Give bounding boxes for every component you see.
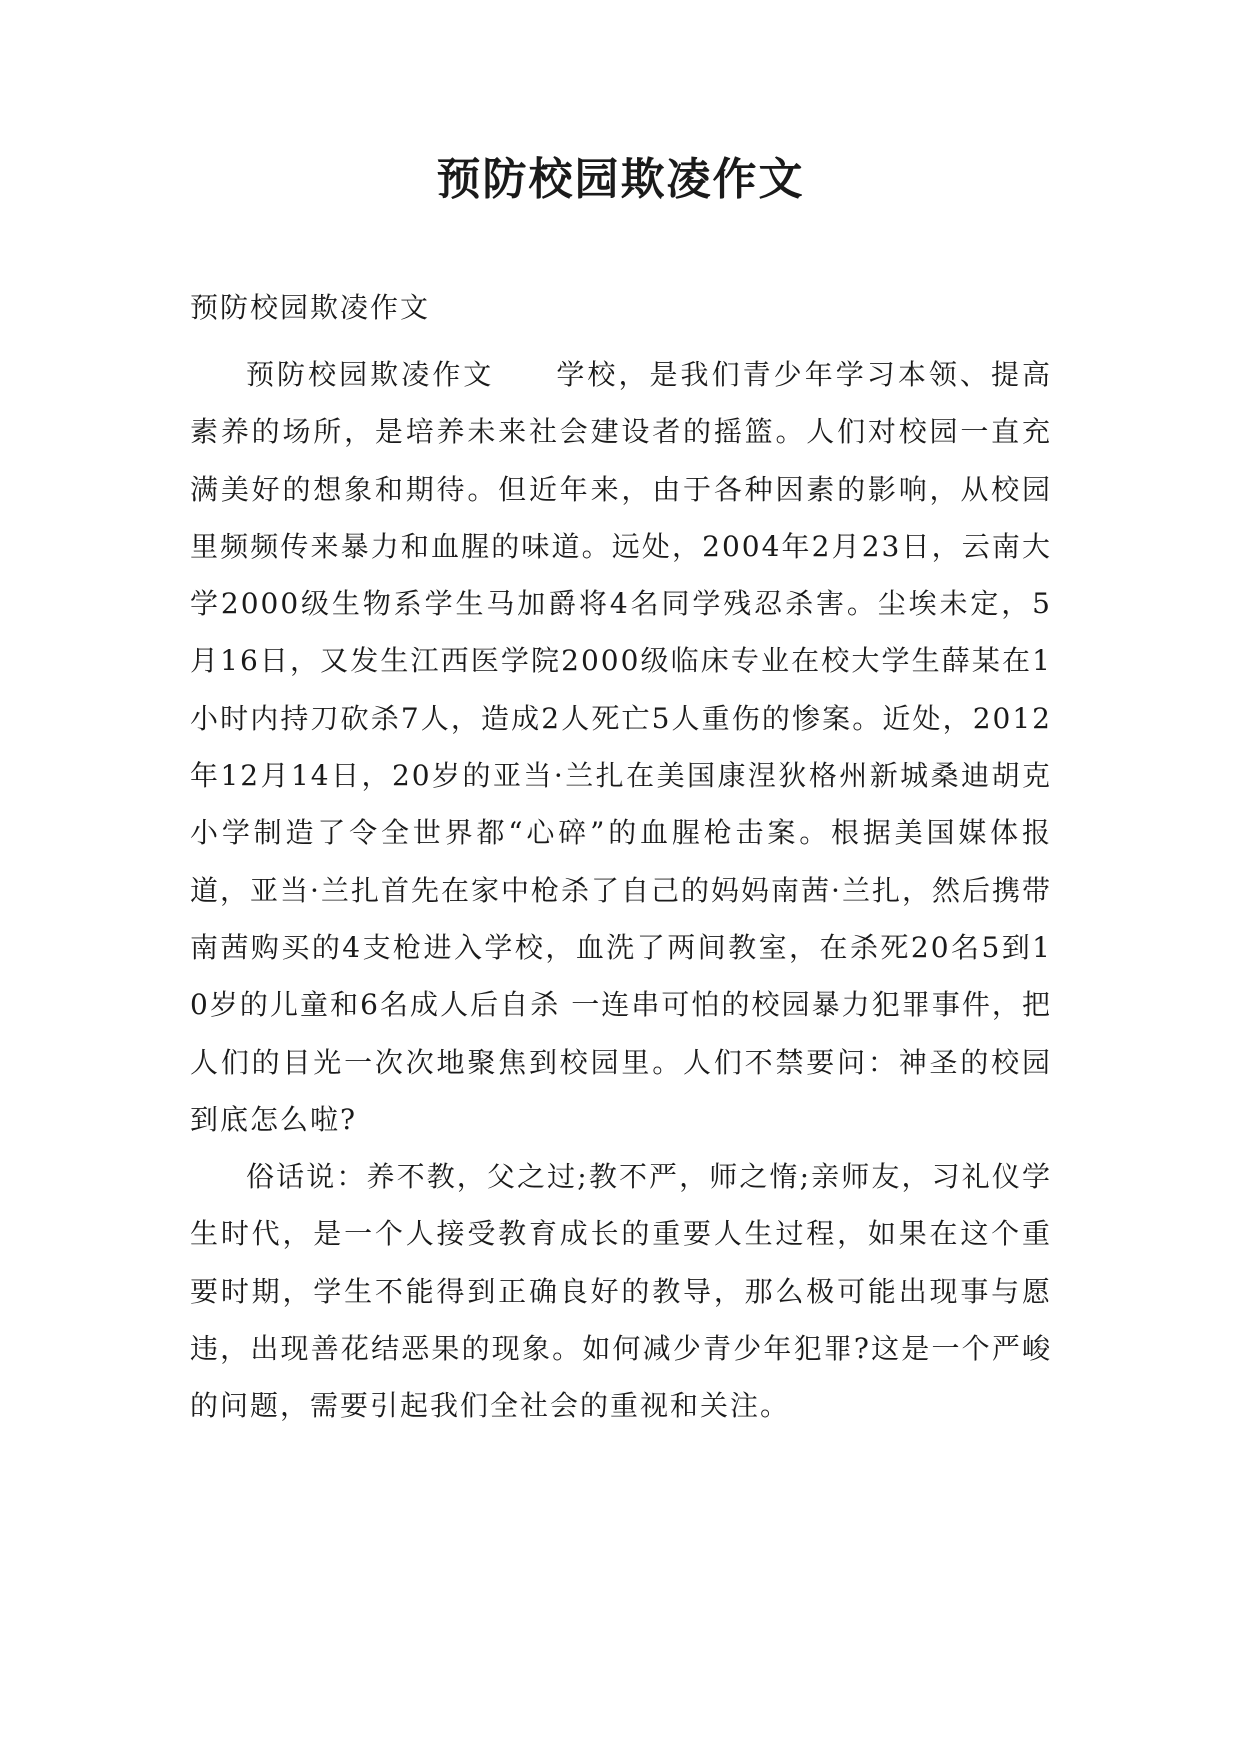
paragraph-1: 预防校园欺凌作文 学校，是我们青少年学习本领、提高素养的场所，是培养未来社会建设者的摇篮。人们对校园一直充满美好的想象和期待。但近年来，由于各种因素的影响，从校园里频频传来暴力和血腥的味道。远处，2004年2月23日，云南大学2000级生物系学生马加爵将4名同学残忍杀害。尘埃未定，5月16日，又发生江西医学院2000级临床专业在校大学生薛某在1小时内持刀砍杀7人，造成2人死亡5人重伤的惨案。近处，2012年12月14日，20岁的亚当·兰扎在美国康涅狄格州新城桑迪胡克小学制造了令全世界都“心碎”的血腥枪击案。根据美国媒体报道，亚当·兰扎首先在家中枪杀了自己的妈妈南茜·兰扎，然后携带南茜购买的4支枪进入学校，血洗了两间教室，在杀死20名5到10岁的儿童和6名成人后自杀 一连串可怕的校园暴力犯罪事件，把人们的目光一次次地聚焦到校园里。人们不禁要问：神圣的校园到底怎么啦?	[190, 358, 1052, 1136]
paragraph-2: 俗话说：养不教，父之过;教不严，师之惰;亲师友，习礼仪学生时代，是一个人接受教育成长的重要人生过程，如果在这个重要时期，学生不能得到正确良好的教导，那么极可能出现事与愿违，出现善花结恶果的现象。如何减少青少年犯罪?这是一个严峻的问题，需要引起我们全社会的重视和关注。	[190, 1160, 1052, 1423]
document-title: 预防校园欺凌作文	[436, 154, 805, 205]
document-subtitle: 预防校园欺凌作文	[190, 291, 431, 324]
document-body	[190, 346, 1052, 1435]
